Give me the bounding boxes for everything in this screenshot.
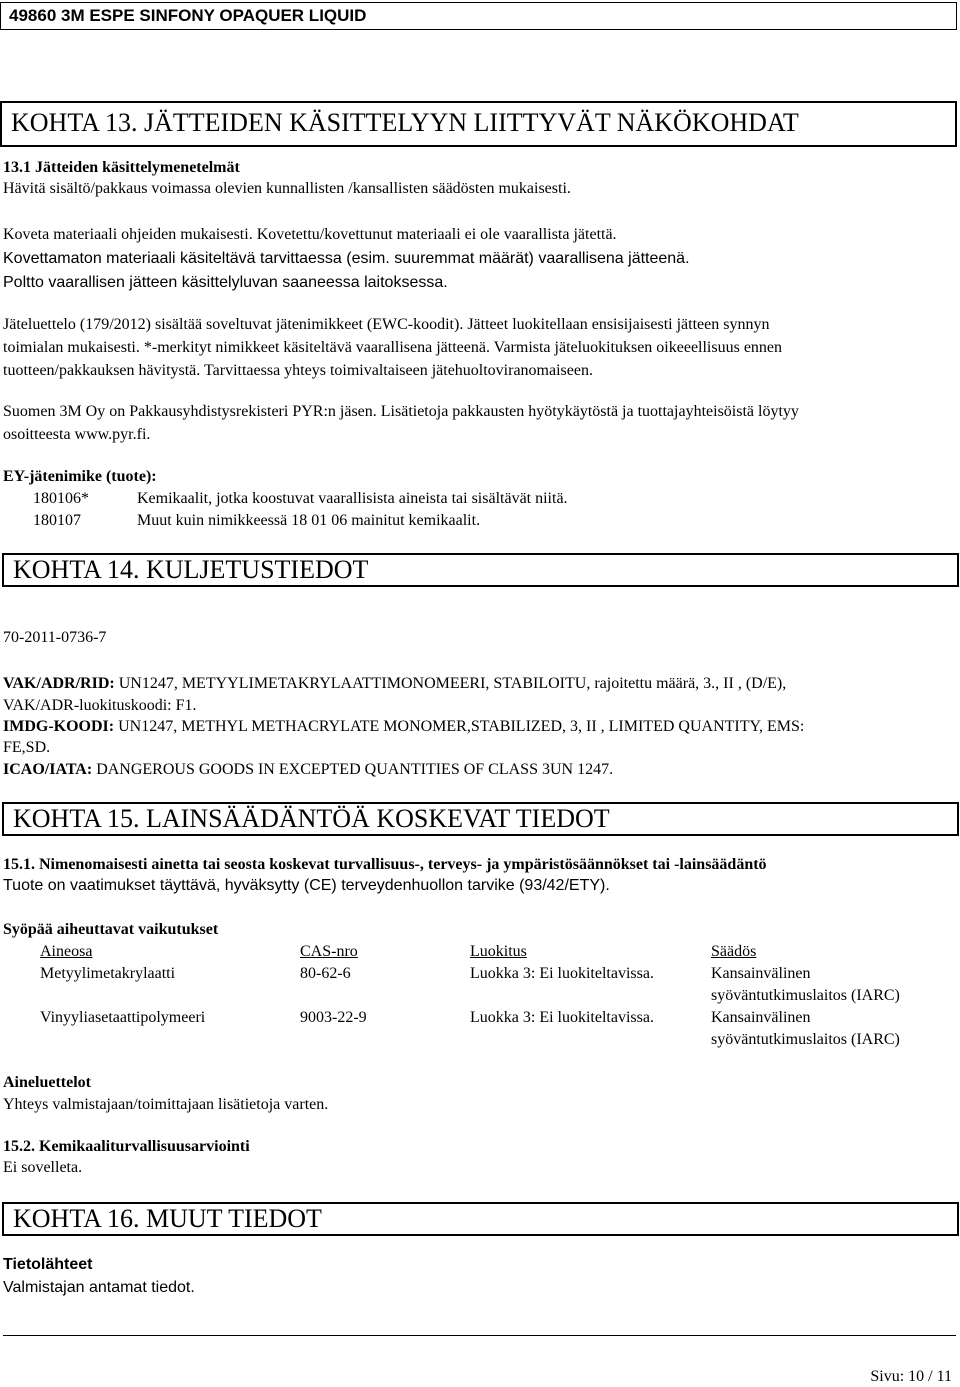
table-row-1-cas: 80-62-6 [300,965,351,982]
document-header-bar [0,2,957,30]
section-14-heading-box [2,553,959,587]
cure-text-line-1: Koveta materiaali ohjeiden mukaisesti. Kovetettu/kovettunut materiaali ei ole vaarallista jätettä. [3,226,617,243]
imdg-line [3,718,804,736]
aineluettelot-text: Yhteys valmistajaan/toimittajaan lisätietoja varten. [3,1096,329,1113]
table-row-1-saados-2: syöväntutkimuslaitos (IARC) [711,987,900,1004]
table-header-aineosa: Aineosa [40,943,93,960]
waste-list-text-line-1: Jäteluettelo (179/2012) sisältää soveltuvat jätenimikkeet (EWC-koodit). Jätteet luokitellaan ensisijaisesti jätteen synnyn [3,316,770,333]
section-16-heading-box [2,1202,959,1236]
tietolahteet-heading: Tietolähteet [3,1256,93,1273]
imdg-text-line-2: FE,SD. [3,739,51,756]
product-title: 49860 3M ESPE SINFONY OPAQUER LIQUID [9,6,367,25]
section-14-title: KOHTA 14. KULJETUSTIEDOT [13,555,369,584]
section-15-1-title: 15.1. Nimenomaisesti ainetta tai seosta koskevat turvallisuus-, terveys- ja ympäristösäännökset tai -lainsäädäntö [3,856,767,873]
section-13-title: KOHTA 13. JÄTTEIDEN KÄSITTELYYN LIITTYVÄT NÄKÖKOHDAT [11,108,799,137]
table-row-1-luokitus: Luokka 3: Ei luokiteltavissa. [470,965,654,982]
section-15-title: KOHTA 15. LAINSÄÄDÄNTÖÄ KOSKEVAT TIEDOT [13,804,610,833]
pyr-text-line-1: Suomen 3M Oy on Pakkausyhdistysrekisteri PYR:n jäsen. Lisätietoja pakkausten hyötykäytöstä ja tuottajayhteisöistä löytyy [3,403,799,420]
icao-label: ICAO/IATA: [3,761,93,778]
vak-label: VAK/ADR/RID: [3,675,115,692]
icao-line [3,761,613,779]
section-13-1-text: Hävitä sisältö/pakkaus voimassa olevien kunnallisten /kansallisten säädösten mukaisesti. [3,180,571,197]
section-13-heading-box [0,101,957,147]
ey-desc-2: Muut kuin nimikkeessä 18 01 06 mainitut kemikaalit. [137,512,481,529]
section-15-heading-box [2,802,959,836]
ey-desc-1: Kemikaalit, jotka koostuvat vaarallisista aineista tai sisältävät niitä. [137,490,568,507]
table-row-2-saados-1: Kansainvälinen [711,1009,811,1026]
table-row-2-saados-2: syöväntutkimuslaitos (IARC) [711,1031,900,1048]
table-row-1-aineosa: Metyylimetakrylaatti [40,965,176,982]
table-row-2-aineosa: Vinyyliasetaattipolymeeri [40,1009,206,1026]
pyr-text-line-2: osoitteesta www.pyr.fi. [3,426,151,443]
table-row-2-luokitus: Luokka 3: Ei luokiteltavissa. [470,1009,654,1026]
imdg-label: IMDG-KOODI: [3,718,115,735]
ey-code-1: 180106* [33,490,89,507]
table-header-luokitus: Luokitus [470,943,527,960]
section-13-1-title: 13.1 Jätteiden käsittelymenetelmät [3,159,240,176]
ey-code-2: 180107 [33,512,81,529]
footer-divider [3,1335,956,1336]
cure-text-line-2: Kovettamaton materiaali käsiteltävä tarvittaessa (esim. suuremmat määrät) vaarallisena jätteenä. [3,250,690,267]
table-row-2-cas: 9003-22-9 [300,1009,367,1026]
ey-waste-code-label: EY-jätenimike (tuote): [3,468,157,485]
table-header-cas: CAS-nro [300,943,358,960]
section-16-title: KOHTA 16. MUUT TIEDOT [13,1204,322,1233]
waste-list-text-line-2: toimialan mukaisesti. *-merkityt nimikkeet käsiteltävä vaarallisena jätteenä. Varmista jäteluokituksen oikeeellisuus ennen [3,339,783,356]
icao-text: DANGEROUS GOODS IN EXCEPTED QUANTITIES OF CLASS 3UN 1247. [96,761,614,778]
transport-doc-id: 70-2011-0736-7 [3,629,107,646]
waste-list-text-line-3: tuotteen/pakkauksen hävitystä. Tarvittaessa yhteys toimivaltaiseen jätehuoltoviranomaiseen. [3,362,593,379]
imdg-text: UN1247, METHYL METHACRYLATE MONOMER,STABILIZED, 3, II , LIMITED QUANTITY, EMS: [118,718,805,735]
table-row-1-saados-1: Kansainvälinen [711,965,811,982]
vak-text: UN1247, METYYLIMETAKRYLAATTIMONOMEERI, STABILOITU, rajoitettu määrä, 3., II , (D/E), [118,675,787,692]
table-header-saados: Säädös [711,943,757,960]
cure-text-line-3: Poltto vaarallisen jätteen käsittelyluvan saaneessa laitoksessa. [3,274,448,291]
aineluettelot-heading: Aineluettelot [3,1074,91,1091]
vak-line [3,675,786,693]
vak-text-line-2: VAK/ADR-luokituskoodi: F1. [3,697,197,714]
section-15-1-text: Tuote on vaatimukset täyttävä, hyväksytty (CE) terveydenhuollon tarvike (93/42/ETY). [3,877,610,894]
page-number: Sivu: 10 / 11 [870,1368,952,1385]
carcinogenic-heading: Syöpää aiheuttavat vaikutukset [3,921,219,938]
tietolahteet-text: Valmistajan antamat tiedot. [3,1279,195,1296]
section-15-2-title: 15.2. Kemikaaliturvallisuusarviointi [3,1138,250,1155]
section-15-2-text: Ei sovelleta. [3,1159,83,1176]
